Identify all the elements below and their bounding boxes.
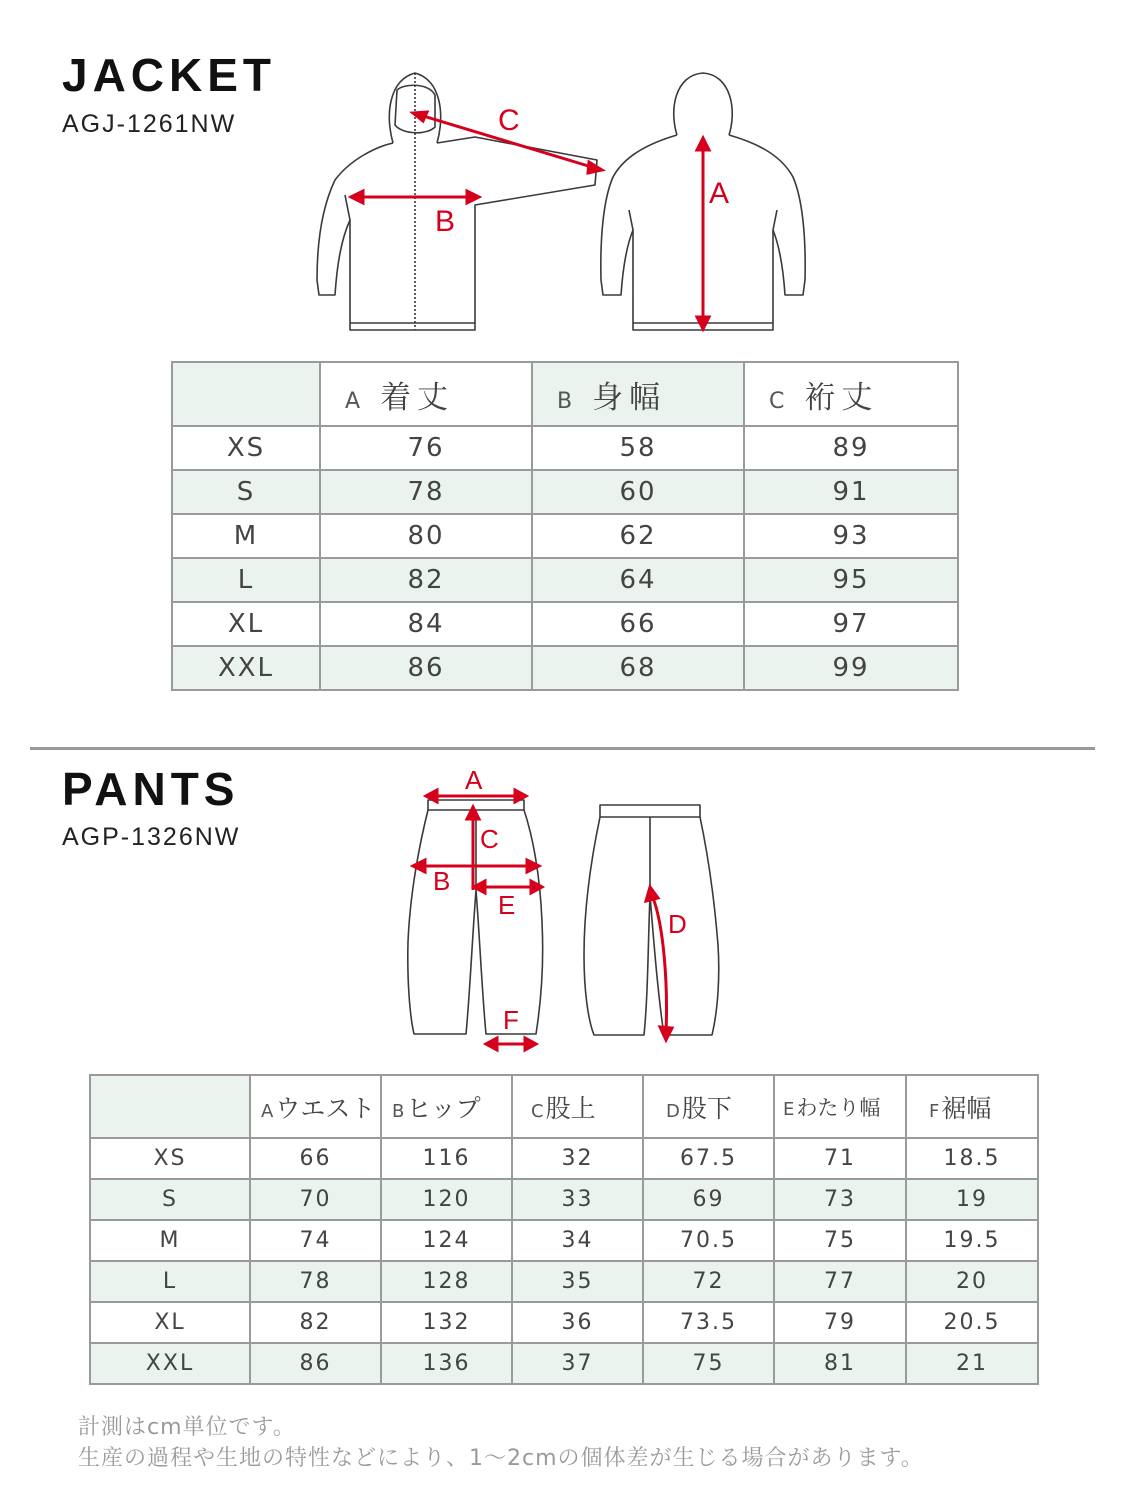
size-cell: L [172, 558, 320, 602]
pants-front-illustration [400, 762, 560, 1057]
value-cell: 99 [744, 646, 958, 690]
pants-label-c: C [480, 824, 499, 854]
value-cell: 70 [250, 1179, 381, 1220]
header-corner [172, 362, 320, 426]
table-row [172, 426, 958, 470]
value-cell: 132 [381, 1302, 512, 1343]
size-cell: XS [90, 1138, 250, 1179]
value-cell: 95 [744, 558, 958, 602]
jacket-header-a: A 着丈 [320, 362, 532, 426]
pants-label-a: A [465, 765, 483, 795]
value-cell: 21 [906, 1343, 1038, 1384]
pants-header-b: Bヒップ [381, 1075, 512, 1138]
value-cell: 81 [774, 1343, 906, 1384]
note-unit: 計測はcm単位です。 [78, 1415, 296, 1440]
value-cell: 19 [906, 1179, 1038, 1220]
value-cell: 116 [381, 1138, 512, 1179]
table-row [90, 1220, 1038, 1261]
value-cell: 72 [643, 1261, 774, 1302]
value-cell: 67.5 [643, 1138, 774, 1179]
value-cell: 62 [532, 514, 744, 558]
value-cell: 136 [381, 1343, 512, 1384]
pants-title: PANTS [62, 763, 240, 815]
size-cell: XS [172, 426, 320, 470]
size-cell: XXL [90, 1343, 250, 1384]
value-cell: 70.5 [643, 1220, 774, 1261]
table-row [172, 558, 958, 602]
pants-back-illustration [578, 795, 728, 1045]
value-cell: 58 [532, 426, 744, 470]
pants-header-c: C股上 [512, 1075, 643, 1138]
value-cell: 19.5 [906, 1220, 1038, 1261]
value-cell: 97 [744, 602, 958, 646]
value-cell: 69 [643, 1179, 774, 1220]
value-cell: 37 [512, 1343, 643, 1384]
value-cell: 36 [512, 1302, 643, 1343]
value-cell: 89 [744, 426, 958, 470]
jacket-model-code: AGJ-1261NW [62, 110, 237, 138]
size-cell: XL [172, 602, 320, 646]
size-cell: S [90, 1179, 250, 1220]
value-cell: 32 [512, 1138, 643, 1179]
table-row [172, 514, 958, 558]
value-cell: 20.5 [906, 1302, 1038, 1343]
table-row [90, 1343, 1038, 1384]
value-cell: 128 [381, 1261, 512, 1302]
value-cell: 73.5 [643, 1302, 774, 1343]
value-cell: 33 [512, 1179, 643, 1220]
size-cell: L [90, 1261, 250, 1302]
value-cell: 82 [320, 558, 532, 602]
value-cell: 74 [250, 1220, 381, 1261]
jacket-size-table [171, 361, 959, 691]
value-cell: 76 [320, 426, 532, 470]
value-cell: 66 [250, 1138, 381, 1179]
value-cell: 60 [532, 470, 744, 514]
value-cell: 75 [643, 1343, 774, 1384]
jacket-label-b: B [435, 205, 456, 238]
pants-label-d: D [668, 909, 687, 939]
value-cell: 20 [906, 1261, 1038, 1302]
value-cell: 66 [532, 602, 744, 646]
value-cell: 84 [320, 602, 532, 646]
pants-label-b: B [433, 866, 451, 896]
value-cell: 68 [532, 646, 744, 690]
table-row [172, 470, 958, 514]
jacket-label-a: A [709, 177, 730, 210]
value-cell: 80 [320, 514, 532, 558]
table-row [90, 1261, 1038, 1302]
note-variance: 生産の過程や生地の特性などにより、1〜2cmの個体差が生じる場合があります。 [78, 1446, 924, 1471]
value-cell: 93 [744, 514, 958, 558]
pants-label-f: F [503, 1005, 519, 1035]
value-cell: 34 [512, 1220, 643, 1261]
jacket-title: JACKET [62, 49, 277, 101]
value-cell: 71 [774, 1138, 906, 1179]
value-cell: 124 [381, 1220, 512, 1261]
size-cell: S [172, 470, 320, 514]
jacket-label-c: C [498, 104, 520, 137]
section-divider [30, 747, 1095, 750]
value-cell: 78 [250, 1261, 381, 1302]
pants-label-e: E [498, 890, 516, 920]
value-cell: 77 [774, 1261, 906, 1302]
jacket-header-c: C 裄丈 [744, 362, 958, 426]
pants-header-a: Aウエスト [250, 1075, 381, 1138]
pants-header-f: F裾幅 [906, 1075, 1038, 1138]
pants-size-table [89, 1074, 1039, 1385]
value-cell: 73 [774, 1179, 906, 1220]
header-corner [90, 1075, 250, 1138]
size-cell: M [90, 1220, 250, 1261]
value-cell: 75 [774, 1220, 906, 1261]
table-row [90, 1138, 1038, 1179]
size-cell: XL [90, 1302, 250, 1343]
size-cell: M [172, 514, 320, 558]
pants-header-e: Eわたり幅 [774, 1075, 906, 1138]
value-cell: 91 [744, 470, 958, 514]
value-cell: 120 [381, 1179, 512, 1220]
jacket-header-row [172, 362, 958, 426]
jacket-header-b: B 身幅 [532, 362, 744, 426]
pants-model-code: AGP-1326NW [62, 823, 241, 851]
value-cell: 78 [320, 470, 532, 514]
value-cell: 79 [774, 1302, 906, 1343]
size-cell: XXL [172, 646, 320, 690]
table-row [172, 646, 958, 690]
pants-header-d: D股下 [643, 1075, 774, 1138]
jacket-back-illustration [595, 65, 815, 340]
value-cell: 82 [250, 1302, 381, 1343]
value-cell: 18.5 [906, 1138, 1038, 1179]
value-cell: 64 [532, 558, 744, 602]
table-row [90, 1302, 1038, 1343]
table-row [172, 602, 958, 646]
table-row [90, 1179, 1038, 1220]
value-cell: 86 [250, 1343, 381, 1384]
jacket-front-illustration [305, 55, 625, 340]
value-cell: 35 [512, 1261, 643, 1302]
pants-header-row [90, 1075, 1038, 1138]
value-cell: 86 [320, 646, 532, 690]
